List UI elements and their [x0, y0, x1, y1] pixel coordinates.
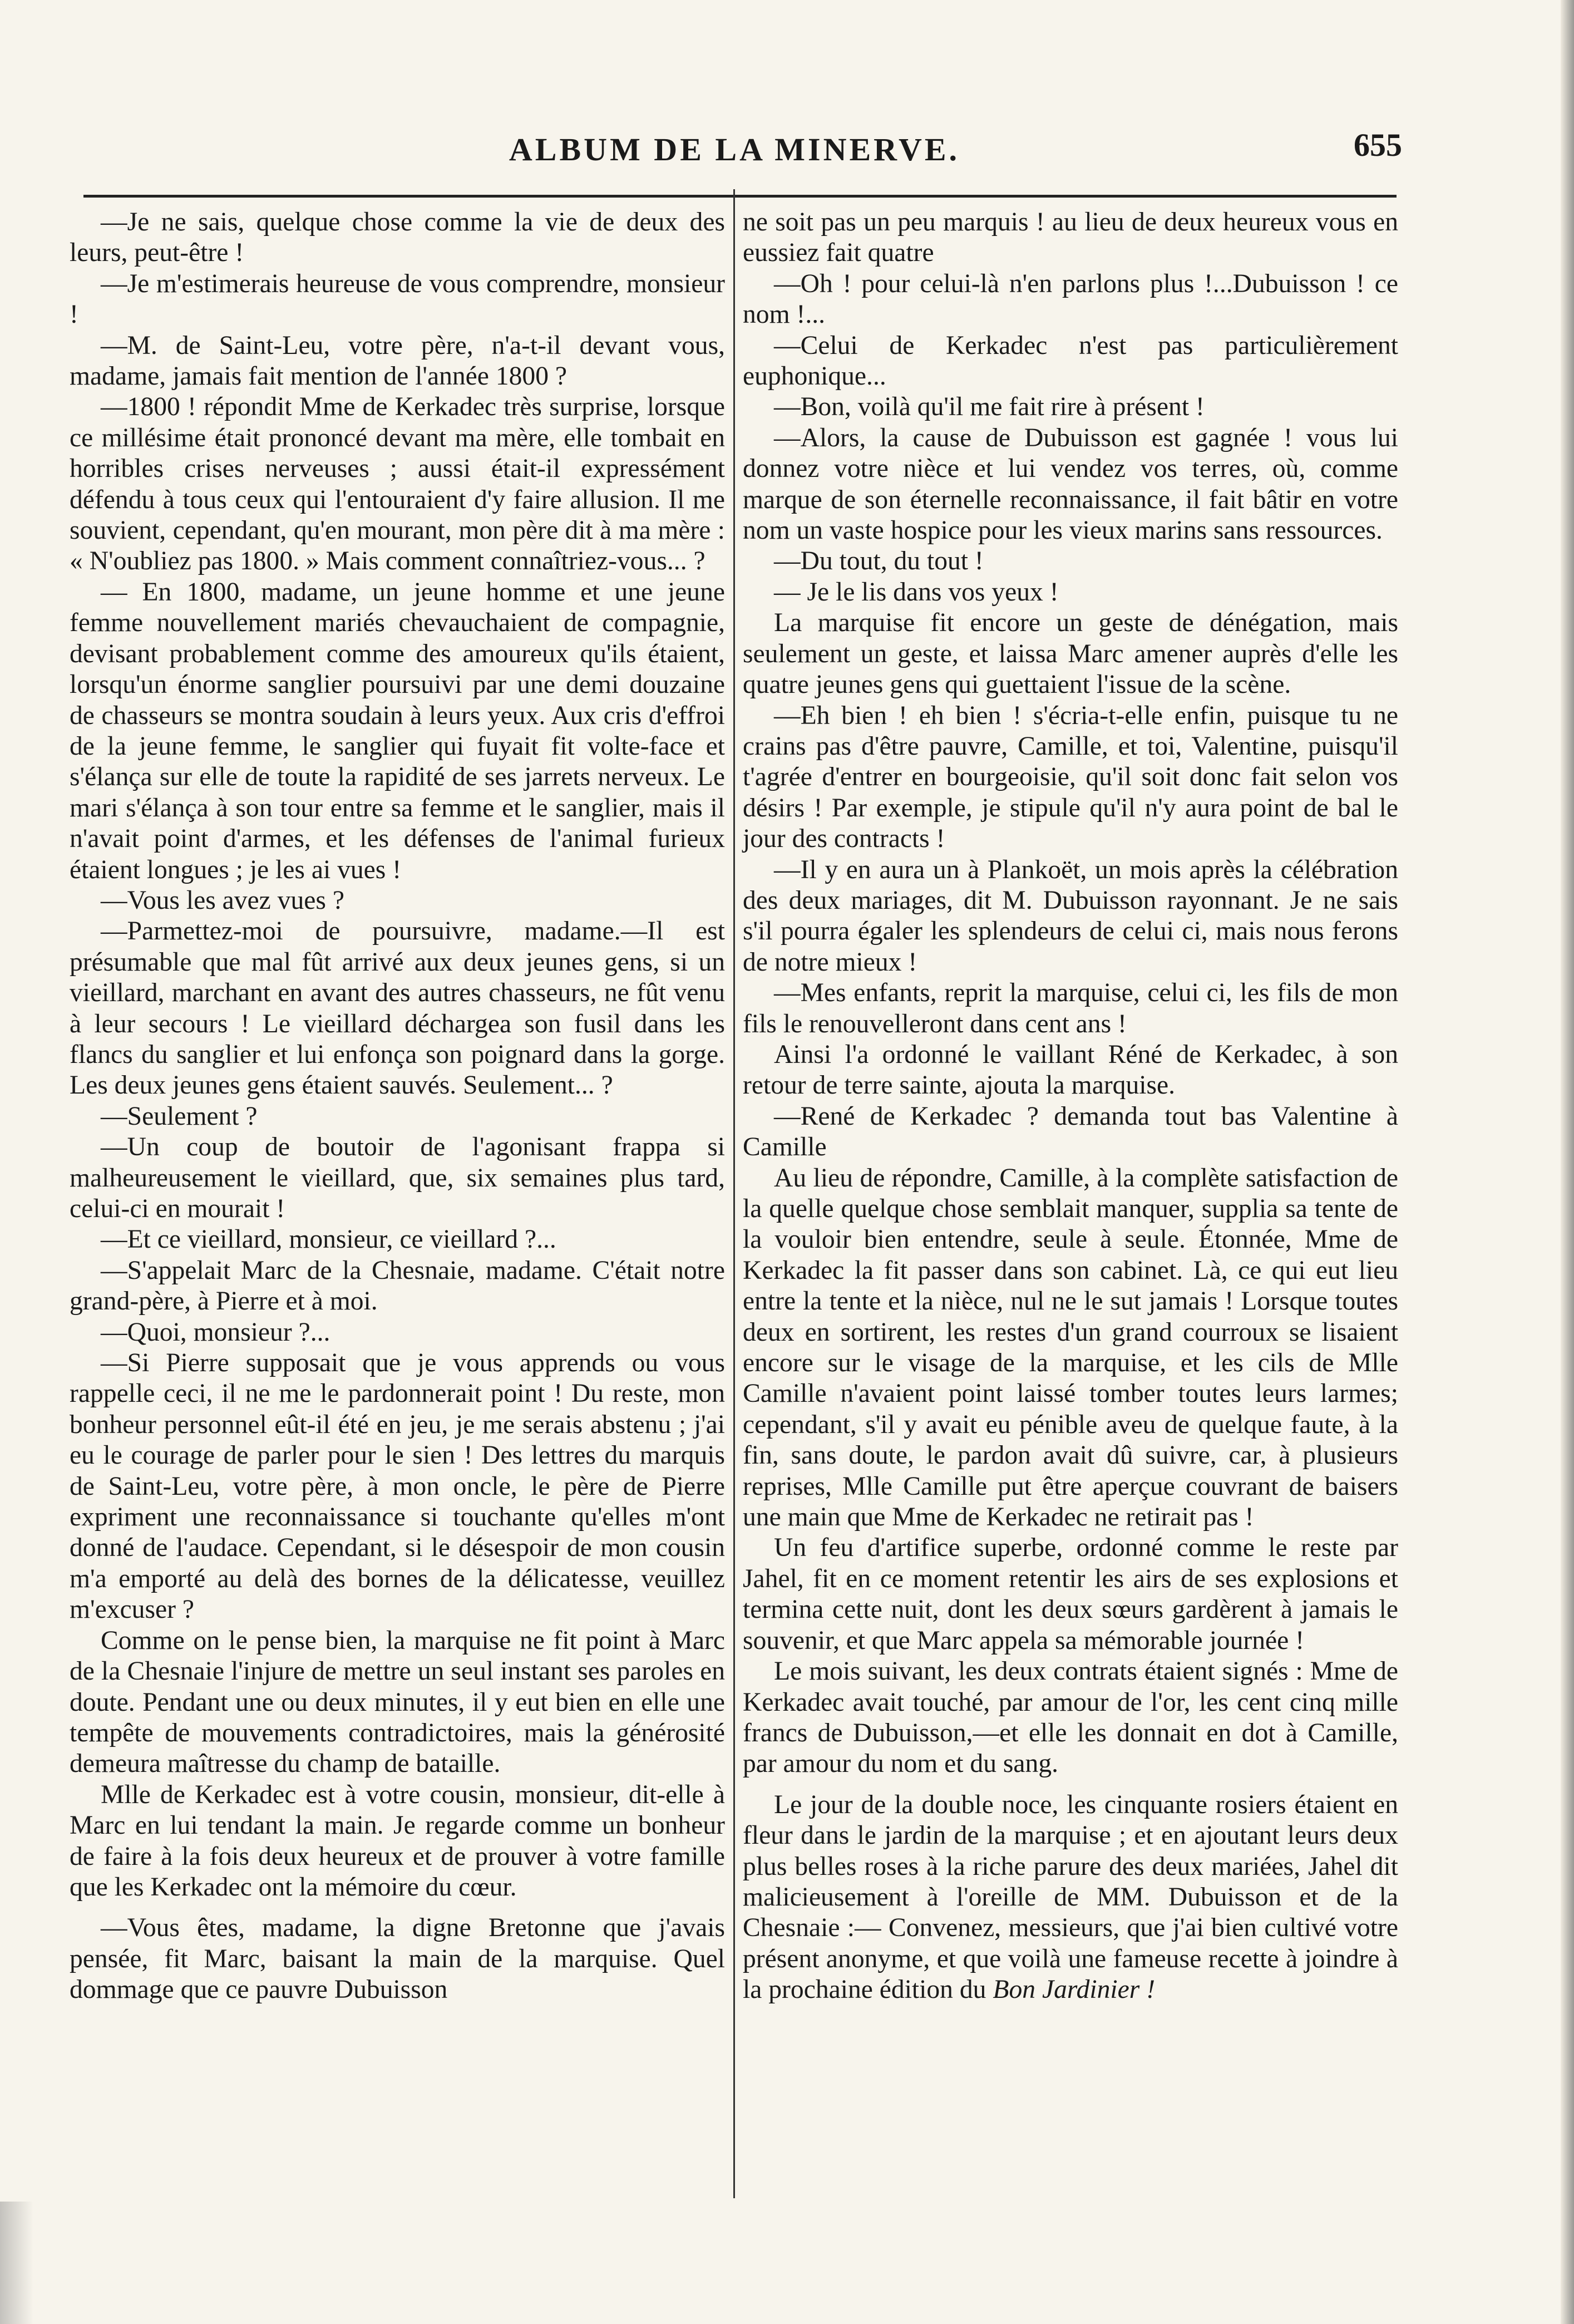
paragraph-continued: ne soit pas un peu marquis ! au lieu de deux heureux vous en eussiez fait quatre: [743, 208, 1398, 268]
left-column: [70, 207, 725, 2006]
paragraph: —Oh ! pour celui-là n'en parlons plus !...Dubuisson ! ce nom !...: [743, 269, 1398, 329]
paragraph: Mlle de Kerkadec est à votre cousin, monsieur, dit-elle à Marc en lui tendant la main. Je regarde comme un bonheur de faire à la fois deux heureux et de prouver à votre famille que les Kerkadec ont la mémoire du cœur.: [70, 1780, 725, 1902]
right-column: [743, 207, 1398, 2006]
paragraph: —Vous les avez vues ?: [101, 885, 344, 915]
scan-shadow: [0, 2202, 33, 2324]
book-title: Bon Jardinier !: [993, 1975, 1156, 2005]
header-rule: [83, 195, 1397, 198]
paragraph: —Il y en aura un à Plankoët, un mois après la célébration des deux mariages, dit M. Dubuisson rayonnant. Je ne sais s'il pourra égaler les splendeurs de celui ci, mais nous ferons de notre mieux !: [743, 855, 1398, 977]
final-paragraph: [743, 1790, 1398, 2006]
paragraph: —Parmettez-moi de poursuivre, madame.—Il est présumable que mal fût arrivé aux deux jeunes gens, si un vieillard, marchant en avant des autres chasseurs, ne fût venu à leur secours ! Le vieillard déchargea son fusil dans les flancs du sanglier et lui enfonça son poignard dans la gorge. Les deux jeunes gens étaient sauvés. Seulement... ?: [70, 917, 725, 1100]
paragraph: —Quoi, monsieur ?...: [101, 1317, 330, 1347]
paragraph: Ainsi l'a ordonné le vaillant Réné de Kerkadec, à son retour de terre sainte, ajouta la marquise.: [743, 1040, 1398, 1100]
paragraph: La marquise fit encore un geste de dénégation, mais seulement un geste, et laissa Marc amener auprès d'elle les quatre jeunes gens qui guettaient l'issue de la scène.: [743, 608, 1398, 700]
column-divider: [733, 189, 735, 2198]
paragraph: —Et ce vieillard, monsieur, ce vieillard ?...: [101, 1225, 556, 1254]
paragraph: —Si Pierre supposait que je vous apprends ou vous rappelle ceci, il ne me le pardonnerait point ! Du reste, mon bonheur personnel eût-il été en jeu, je me serais abstenu ; j'ai eu le courage de parler pour le sien ! Des lettres du marquis de Saint-Leu, votre père, à mon oncle, le père de Pierre expriment une reconnaissance si touchante qu'elles m'ont donné de l'audace. Cependant, si le désespoir de mon cousin m'a emporté au delà des bornes de la délicatesse, veuillez m'excuser ?: [70, 1348, 725, 1624]
page-number: 655: [1354, 127, 1402, 163]
paragraph: —Bon, voilà qu'il me fait rire à présent !: [774, 392, 1205, 422]
paragraph: Le mois suivant, les deux contrats étaient signés : Mme de Kerkadec avait touché, par amour de l'or, les cent cinq mille francs de Dubuisson,—et elle les donnait en dot à Camille, par amour du nom et du sang.: [743, 1657, 1398, 1779]
paragraph: —Je m'estimerais heureuse de vous comprendre, monsieur !: [70, 269, 725, 329]
page-binding-edge: [1561, 0, 1574, 2324]
paragraph: Comme on le pense bien, la marquise ne fit point à Marc de la Chesnaie l'injure de mettre un seul instant ses paroles en doute. Pendant une ou deux minutes, il y eut bien en elle une tempête de mouvements contradictoires, mais la générosité demeura maîtresse du champ de bataille.: [70, 1626, 725, 1779]
paragraph: —Celui de Kerkadec n'est pas particulièrement euphonique...: [743, 331, 1398, 391]
paragraph: Au lieu de répondre, Camille, à la complète satisfaction de la quelle quelque chose semblait manquer, supplia sa tente de la vouloir bien entendre, seule à seule. Étonnée, Mme de Kerkadec la fit passer dans son cabinet. Là, ce qui eut lieu entre la tente et la nièce, nul ne le sut jamais ! Lorsque toutes deux en sortirent, les restes d'un grand courroux se lisaient encore sur le visage de la marquise, et les cils de Mlle Camille n'avaient point laissé tomber toutes leurs larmes; cependant, s'il y avait eu pénible aveu de quelque faute, à la fin, sans doute, le pardon avait dû suivre, car, à plusieurs reprises, Mlle Camille put être aperçue couvrant de baisers une main que Mme de Kerkadec ne retirait pas !: [743, 1163, 1398, 1532]
final-paragraph-text: Le jour de la double noce, les cinquante rosiers étaient en fleur dans le jardin de la marquise ; et en ajoutant leurs deux plus belles roses à la riche parure des deux mariées, Jahel dit malicieusement à l'oreille de MM. Dubuisson et de la Chesnaie :— Convenez, messieurs, que j'ai bien cultivé votre présent anonyme, et que voilà une fameuse recette à joindre à la prochaine édition du: [743, 1790, 1398, 2005]
paragraph: —Je ne sais, quelque chose comme la vie de deux des leurs, peut-être !: [70, 208, 725, 268]
paragraph: —Seulement ?: [101, 1101, 258, 1131]
paragraph: — Je le lis dans vos yeux !: [774, 577, 1059, 607]
paragraph: —Eh bien ! eh bien ! s'écria-t-elle enfin, puisque tu ne crains pas d'être pauvre, Camille, et toi, Valentine, puisqu'il t'agrée d'entrer en bourgeoisie, qu'il soit donc fait selon vos désirs ! Par exemple, je stipule qu'il n'y aura point de bal le jour des contracts !: [743, 701, 1398, 854]
running-title: ALBUM DE LA MINERVE.: [509, 131, 960, 168]
page-header: [67, 125, 1402, 186]
paragraph: —Vous êtes, madame, la digne Bretonne que j'avais pensée, fit Marc, baisant la main de la marquise. Quel dommage que ce pauvre Dubuisson: [70, 1913, 725, 2005]
paragraph: —Un coup de boutoir de l'agonisant frappa si malheureusement le vieillard, que, six semaines plus tard, celui-ci en mourait !: [70, 1133, 725, 1223]
paragraph: —René de Kerkadec ? demanda tout bas Valentine à Camille: [743, 1101, 1398, 1162]
paragraph: —Mes enfants, reprit la marquise, celui ci, les fils de mon fils le renouvelleront dans cent ans !: [743, 978, 1398, 1038]
paragraph: —1800 ! répondit Mme de Kerkadec très surprise, lorsque ce millésime était prononcé devant ma mère, elle tombait en horribles crises nerveuses ; aussi était-il expressément défendu à tous ceux qui l'entouraient d'y faire allusion. Il me souvient, cependant, qu'en mourant, mon père dit à ma mère : « N'oubliez pas 1800. » Mais comment connaîtriez-vous... ?: [70, 392, 725, 576]
paragraph: Un feu d'artifice superbe, ordonné comme le reste par Jahel, fit en ce moment retentir les airs de ses explosions et termina cette nuit, dont les deux sœurs gardèrent à jamais le souvenir, et que Marc appela sa mémorable journée !: [743, 1533, 1398, 1655]
paragraph: —S'appelait Marc de la Chesnaie, madame. C'était notre grand-père, à Pierre et à moi.: [70, 1255, 725, 1316]
paragraph: —Du tout, du tout !: [774, 546, 984, 576]
paragraph: —M. de Saint-Leu, votre père, n'a-t-il devant vous, madame, jamais fait mention de l'année 1800 ?: [70, 331, 725, 391]
paragraph: — En 1800, madame, un jeune homme et une jeune femme nouvellement mariés chevauchaient de compagnie, devisant probablement comme des amoureux qu'ils étaient, lorsqu'un énorme sanglier poursuivi par une demi douzaine de chasseurs se montra soudain à leurs yeux. Aux cris d'effroi de la jeune femme, le sanglier qui fuyait fit volte-face et s'élança sur elle de toute la rapidité de ses jarrets nerveux. Le mari s'élança à son tour entre sa femme et le sanglier, mais il n'avait point d'armes, et les défenses de l'animal furieux étaient longues ; je les ai vues !: [70, 577, 725, 884]
paragraph: —Alors, la cause de Dubuisson est gagnée ! vous lui donnez votre nièce et lui vendez vos terres, où, comme marque de son éternelle reconnaissance, il fait bâtir en votre nom un vaste hospice pour les vieux marins sans ressources.: [743, 423, 1398, 545]
